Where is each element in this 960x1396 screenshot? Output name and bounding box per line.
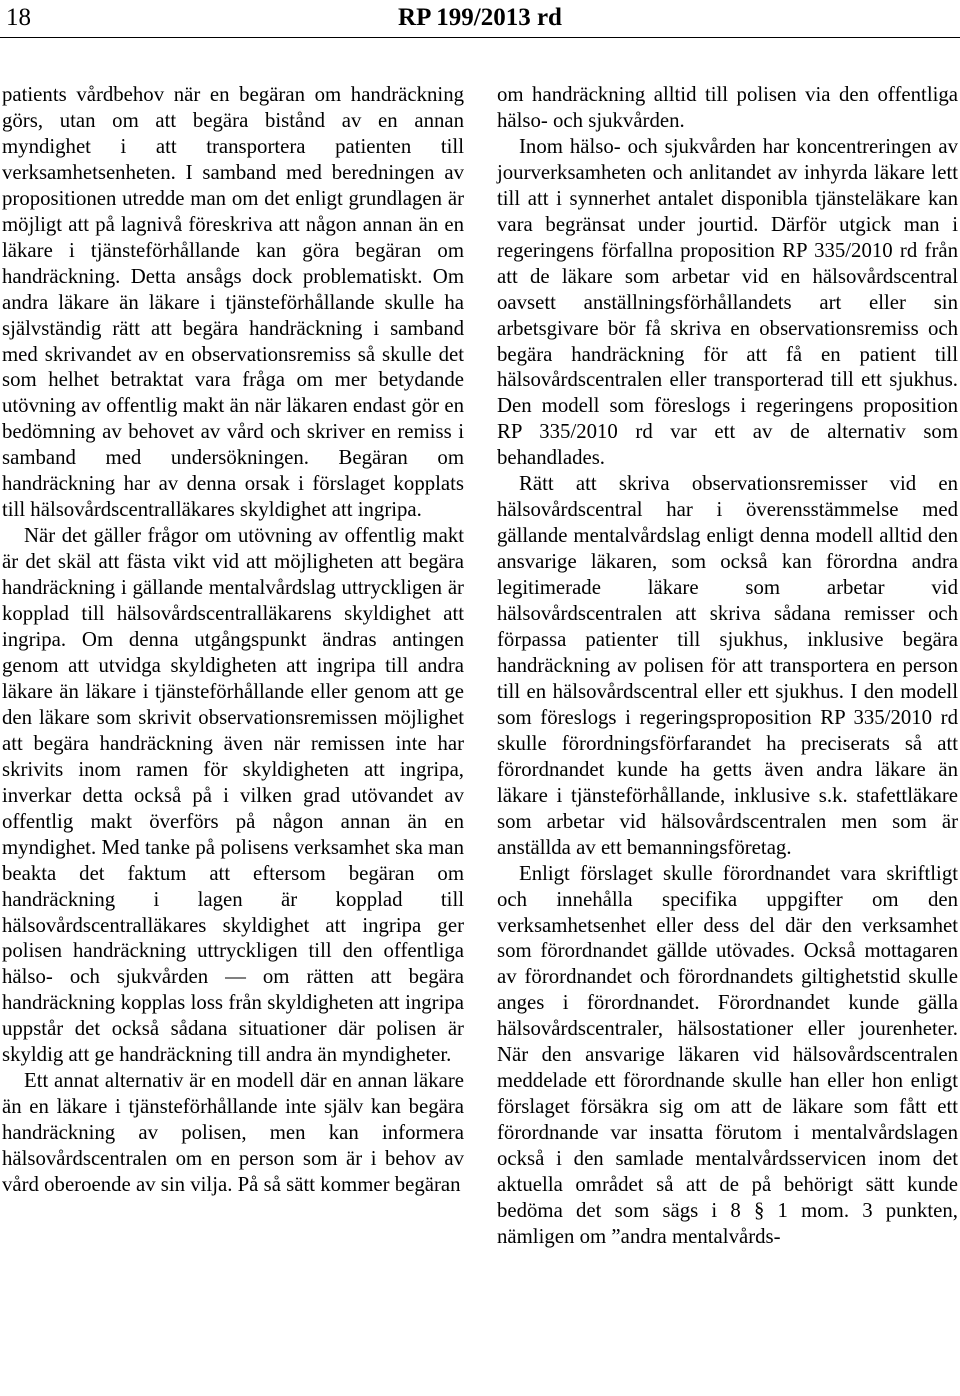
page-header bbox=[0, 0, 960, 40]
page-number: 18 bbox=[6, 4, 31, 31]
left-paragraph-2: När det gäller frågor om utövning av offentlig makt är det skäl att fästa vikt vid att möjligheten att begära handräckning i gällande mentalvårdslag uttryckligen är kopplad till hälsovårdscentralläkarens skyldighet att ingripa. Om denna utgångspunkt ändras antingen genom att utvidga skyldigheten att ingripa till andra läkare än läkare i tjänsteförhållande eller genom att ge den läkare som skrivit observationsremissen möjlighet att begära handräckning även när remissen inte har skrivits inom ramen för skyldigheten att ingripa, inverkar detta också på i vilken grad utövandet av offentlig makt överförs på någon annan än en myndighet. Med tanke på polisens verksamhet ska man beakta det faktum att eftersom begäran om handräckning i lagen är kopplad till hälsovårdscentralläkares skyldighet att ingripa ger polisen handräckning uttryckligen till den offentliga hälso- och sjukvården — om rätten att begära handräckning kopplas loss från skyldigheten att ingripa uppstår det också sådana situationer där polisen är skyldig att ge handräckning till andra än myndigheter. bbox=[2, 524, 464, 1067]
left-column bbox=[2, 82, 464, 1198]
right-paragraph-2: Inom hälso- och sjukvården har koncentreringen av jourverksamheten och anlitandet av inhyrda läkare lett till att i synnerhet antalet disponibla tjänsteläkare kan vara begränsat under jourtid. Därför utgick man i regeringens förfallna proposition RP 335/2010 rd från att de läkare som arbetar vid en hälsovårdscentral oavsett anställningsförhållandets art eller sin arbetsgivare bör få skriva en observationsremiss och begära handräckning för att få en patient till hälsovårdscentralen eller transporterad till ett sjukhus. Den modell som föreslogs i regeringens proposition RP 335/2010 rd var ett av de alternativ som behandlades. bbox=[497, 134, 958, 470]
right-paragraph-4: Enligt förslaget skulle förordnandet vara skriftligt och innehålla specifika uppgifter om den verksamhetsenhet eller dess del där den verksamhet som förordnandet gällde utövades. Också mottagaren av förordnandet och förordnandets giltighetstid skulle anges i förordnandet. Förordnandet kunde gälla hälsovårdscentraler, hälsostationer eller jourenheter. När den ansvarige läkaren vid hälsovårdscentralen meddelade ett förordnande skulle han eller hon enligt förslaget försäkra sig om att de läkare som fått ett förordnande var insatta förutom i mentalvårdslagen också i den samlade mentalvårdsservicen inom det aktuella området så att de på behörigt sätt kunde bedöma det som sägs i 8 § 1 mom. 3 punkten, nämligen om ”andra mentalvårds- bbox=[497, 861, 958, 1248]
right-paragraph-1: om handräckning alltid till polisen via den offentliga hälso- och sjukvården. bbox=[497, 83, 958, 132]
right-paragraph-3: Rätt att skriva observationsremisser vid en hälsovårdscentral har i överensstämmelse med gällande mentalvårdslag enligt denna modell alltid den ansvarige läkaren, som också kan förordna andra legitimerade läkare som arbetar vid hälsovårdscentralen att skriva sådana remisser och förpassa patienter till sjukhus, inklusive begära handräckning av polisen för att transportera en person till en hälsovårdscentral eller ett sjukhus. I den modell som föreslogs i regeringsproposition RP 335/2010 rd skulle förordningsförfarandet ha preciserats så att förordnandet kunde ha getts även andra läkare än läkare i tjänsteförhållande, inklusive s.k. stafettläkare som arbetar vid hälsovårdscentralen men som är anställda av ett bemanningsföretag. bbox=[497, 472, 958, 859]
left-paragraph-1: patients vårdbehov när en begäran om handräckning görs, utan om att begära bistånd av en annan myndighet i att transportera patienten till verksamhetsenheten. I samband med beredningen av propositionen utredde man om det enligt grundlagen är möjligt att på lagnivå föreskriva att någon annan än en läkare i tjänsteförhållande kan göra begäran om handräckning. Detta ansågs dock problematiskt. Om andra läkare än läkare i tjänsteförhållande skulle ha självständig rätt att begära handräckning i samband med skrivandet av en observationsremiss så skulle det som helhet betraktat vara fråga om mer betydande utövning av offentlig makt än när läkaren endast gör en bedömning av behovet av vård och skriver en remiss i samband med undersökningen. Begäran om handräckning har av denna orsak i förslaget kopplats till hälsovårdscentralläkares skyldighet att ingripa. bbox=[2, 83, 464, 522]
header-rule bbox=[0, 37, 960, 38]
right-column bbox=[497, 82, 958, 1250]
left-paragraph-3: Ett annat alternativ är en modell där en annan läkare än en läkare i tjänsteförhållande inte själv kan begära handräckning av polisen, men kan informera hälsovårdscentralen om en person som är i behov av vård oberoende av sin vilja. På så sätt kommer begäran bbox=[2, 1069, 464, 1197]
document-id: RP 199/2013 rd bbox=[398, 4, 562, 31]
